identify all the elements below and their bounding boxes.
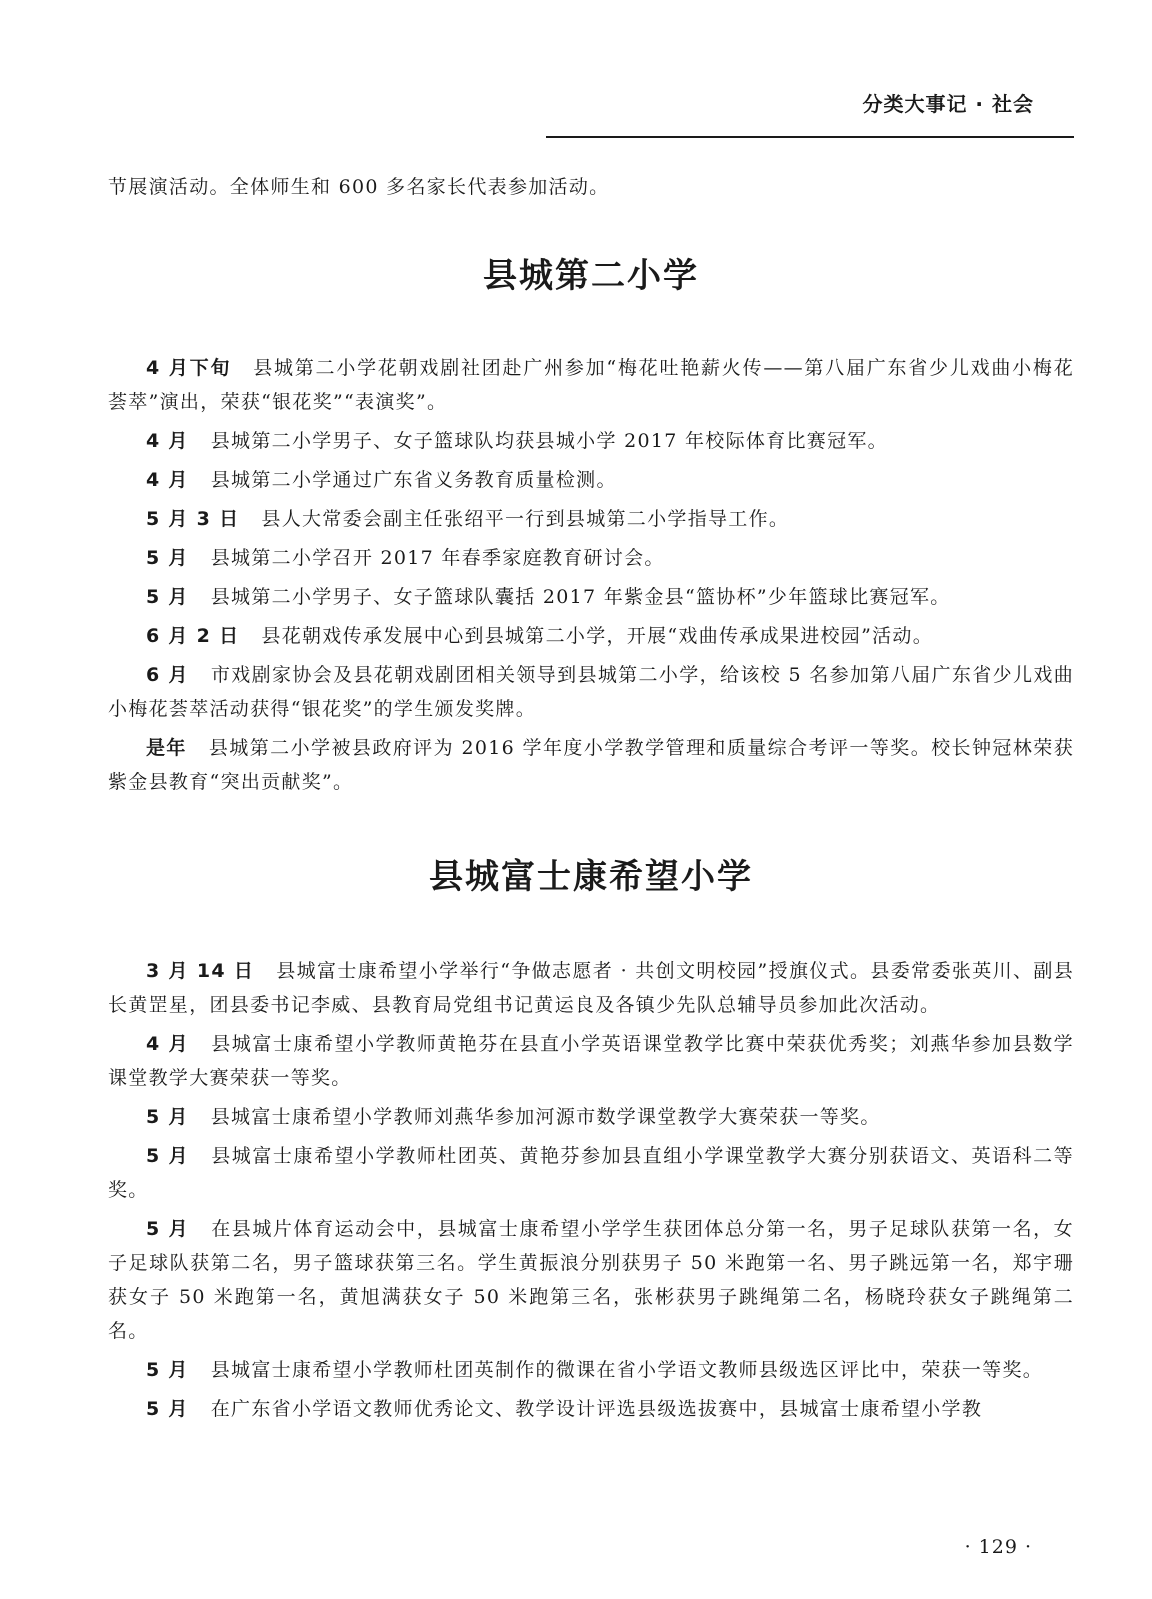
entry-text: 县城第二小学通过广东省义务教育质量检测。 (210, 469, 617, 491)
entry-text: 县城富士康希望小学举行“争做志愿者 · 共创文明校园”授旗仪式。县委常委张英川、副县长黄罡星，团县委书记李威、县教育局党组书记黄运良及各镇少先队总辅导员参加此次活动。 (108, 960, 1074, 1016)
entry (108, 424, 1074, 458)
entry-text: 县城第二小学男子、女子篮球队均获县城小学 2017 年校际体育比赛冠军。 (210, 430, 888, 452)
entry-date: 4 月下旬 (146, 357, 232, 379)
entry (108, 1100, 1074, 1134)
intro-paragraph: 节展演活动。全体师生和 600 多名家长代表参加活动。 (108, 176, 610, 198)
entry-date: 5 月 (146, 1218, 190, 1240)
entry-date: 5 月 (146, 1398, 189, 1420)
entry (108, 1392, 1074, 1426)
entry-date: 5 月 (146, 547, 189, 569)
entry-text: 县人大常委会副主任张绍平一行到县城第二小学指导工作。 (261, 508, 790, 530)
entry-text: 县城第二小学男子、女子篮球队囊括 2017 年紫金县“篮协杯”少年篮球比赛冠军。 (210, 586, 951, 608)
entry-text: 在县城片体育运动会中，县城富士康希望小学学生获团体总分第一名，男子足球队获第一名，女子足球队获第二名，男子篮球获第三名。学生黄振浪分别获男子 50 米跑第一名、男子跳远第一名，郑宇珊获女子 50 米跑第一名，黄旭满获女子 50 米跑第三名，张彬获男子跳绳第二名，杨晓玲获女子跳绳第二名。 (108, 1218, 1074, 1342)
entry-date: 5 月 (146, 1106, 189, 1128)
entry (108, 619, 1074, 653)
entry (108, 1353, 1074, 1387)
entry (108, 1139, 1074, 1207)
entry-text: 在广东省小学语文教师优秀论文、教学设计评选县级选拔赛中，县城富士康希望小学教 (210, 1398, 983, 1420)
page-content (108, 170, 1074, 1431)
entry-date: 6 月 2 日 (146, 625, 240, 647)
section-title: 县城第二小学 (483, 256, 699, 296)
entry-text: 市戏剧家协会及县花朝戏剧团相关领导到县城第二小学，给该校 5 名参加第八届广东省少儿戏曲小梅花荟萃活动获得“银花奖”的学生颁发奖牌。 (108, 664, 1074, 720)
entry-text: 县城第二小学花朝戏剧社团赴广州参加“梅花吐艳薪火传——第八届广东省少儿戏曲小梅花荟萃”演出，荣获“银花奖”“表演奖”。 (108, 357, 1074, 413)
entry-date: 5 月 (146, 1359, 189, 1381)
entry-date: 6 月 (146, 664, 189, 686)
entry (108, 351, 1074, 419)
entry (108, 731, 1074, 799)
entry-date: 5 月 (146, 586, 189, 608)
section-title: 县城富士康希望小学 (429, 857, 753, 897)
entry-text: 县花朝戏传承发展中心到县城第二小学，开展“戏曲传承成果进校园”活动。 (261, 625, 934, 647)
entry-date: 3 月 14 日 (146, 960, 255, 982)
entry (108, 1027, 1074, 1095)
entry-text: 县城第二小学召开 2017 年春季家庭教育研讨会。 (210, 547, 665, 569)
entry (108, 954, 1074, 1022)
entry-text: 县城富士康希望小学教师刘燕华参加河源市数学课堂教学大赛荣获一等奖。 (210, 1106, 881, 1128)
entry-text: 县城富士康希望小学教师黄艳芬在县直小学英语课堂教学比赛中荣获优秀奖；刘燕华参加县数学课堂教学大赛荣获一等奖。 (108, 1033, 1074, 1089)
entry-date: 4 月 (146, 469, 189, 491)
entry-date: 5 月 3 日 (146, 508, 240, 530)
section-county-second-primary (108, 248, 1074, 799)
section-county-foxconn-hope-primary (108, 849, 1074, 1426)
entry-text: 县城富士康希望小学教师杜团英制作的微课在省小学语文教师县级选区评比中，荣获一等奖。 (210, 1359, 1044, 1381)
running-header: 分类大事记 · 社会 (862, 92, 1034, 116)
entry-date: 4 月 (146, 430, 189, 452)
header-rule (546, 136, 1074, 138)
entry-date: 5 月 (146, 1145, 190, 1167)
entry (108, 580, 1074, 614)
entry-date: 是年 (146, 737, 187, 759)
entry-text: 县城富士康希望小学教师杜团英、黄艳芬参加县直组小学课堂教学大赛分别获语文、英语科二等奖。 (108, 1145, 1074, 1201)
page-number: · 129 · (964, 1536, 1032, 1558)
entry (108, 658, 1074, 726)
entry (108, 502, 1074, 536)
entry-date: 4 月 (146, 1033, 190, 1055)
entry (108, 463, 1074, 497)
entry-text: 县城第二小学被县政府评为 2016 学年度小学教学管理和质量综合考评一等奖。校长钟冠林荣获紫金县教育“突出贡献奖”。 (108, 737, 1075, 793)
entry (108, 1212, 1074, 1348)
entry (108, 541, 1074, 575)
